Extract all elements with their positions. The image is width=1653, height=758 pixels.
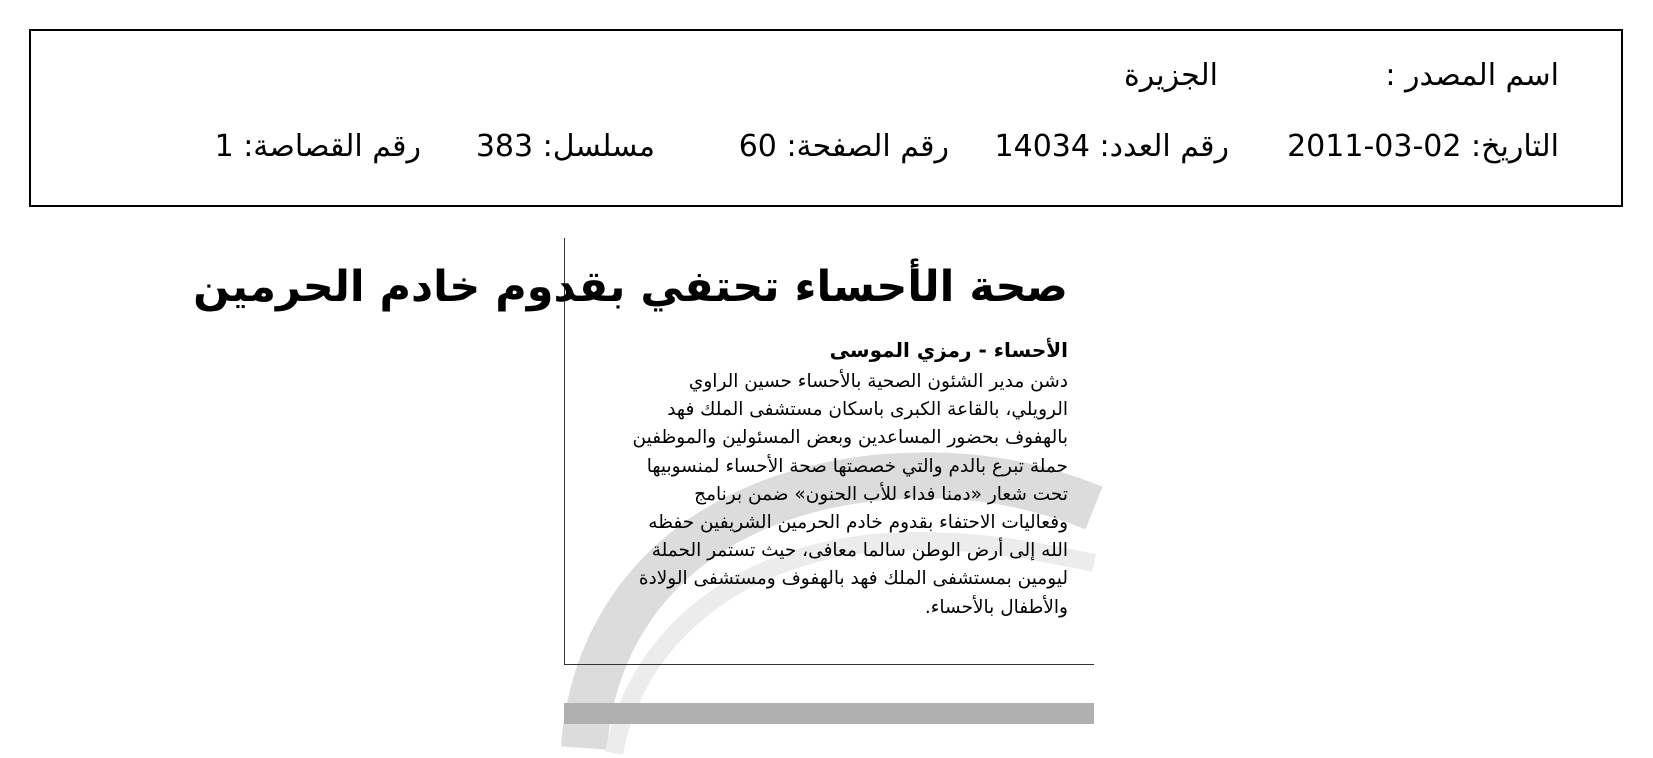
issue-number-field: رقم العدد: 14034 <box>994 129 1229 164</box>
scan-gray-band <box>564 703 1094 724</box>
page-number-field: رقم الصفحة: 60 <box>738 129 949 164</box>
date-field: التاريخ: 02-03-2011 <box>1287 129 1559 164</box>
article-line: والأطفال بالأحساء. <box>924 596 1068 618</box>
article-line: الرويلي، بالقاعة الكبرى باسكان مستشفى الملك فهد <box>667 399 1068 421</box>
article-line: تحت شعار «دمنا فداء للأب الحنون» ضمن برنامج <box>694 483 1068 505</box>
metadata-box <box>29 29 1623 207</box>
article-line: الله إلى أرض الوطن سالما معافى، حيث تستمر الحملة <box>651 540 1068 562</box>
clip-bottom-border <box>564 664 1094 665</box>
article-line: حملة تبرع بالدم والتي خصصتها صحة الأحساء لمنسوبيها <box>646 455 1068 477</box>
article-line: ليومين بمستشفى الملك فهد بالهفوف ومستشفى الولادة <box>638 568 1068 590</box>
serial-field: مسلسل: 383 <box>475 129 655 164</box>
article-line: بالهفوف بحضور المساعدين وبعض المسئولين والموظفين <box>632 427 1068 449</box>
newspaper-clipping <box>193 238 1094 724</box>
source-label: اسم المصدر : <box>1385 58 1559 93</box>
article-headline: صحة الأحساء تحتفي بقدوم خادم الحرمين <box>193 262 1068 312</box>
article-byline: الأحساء - رمزي الموسى <box>829 338 1068 362</box>
article-body <box>598 368 1068 622</box>
article-line: وفعاليات الاحتفاء بقدوم خادم الحرمين الشريفين حفظه <box>648 512 1068 534</box>
source-value: الجزيرة <box>1123 58 1218 93</box>
article-line: دشن مدير الشئون الصحية بالأحساء حسين الراوي <box>688 371 1068 392</box>
clip-number-field: رقم القصاصة: 1 <box>214 129 421 164</box>
